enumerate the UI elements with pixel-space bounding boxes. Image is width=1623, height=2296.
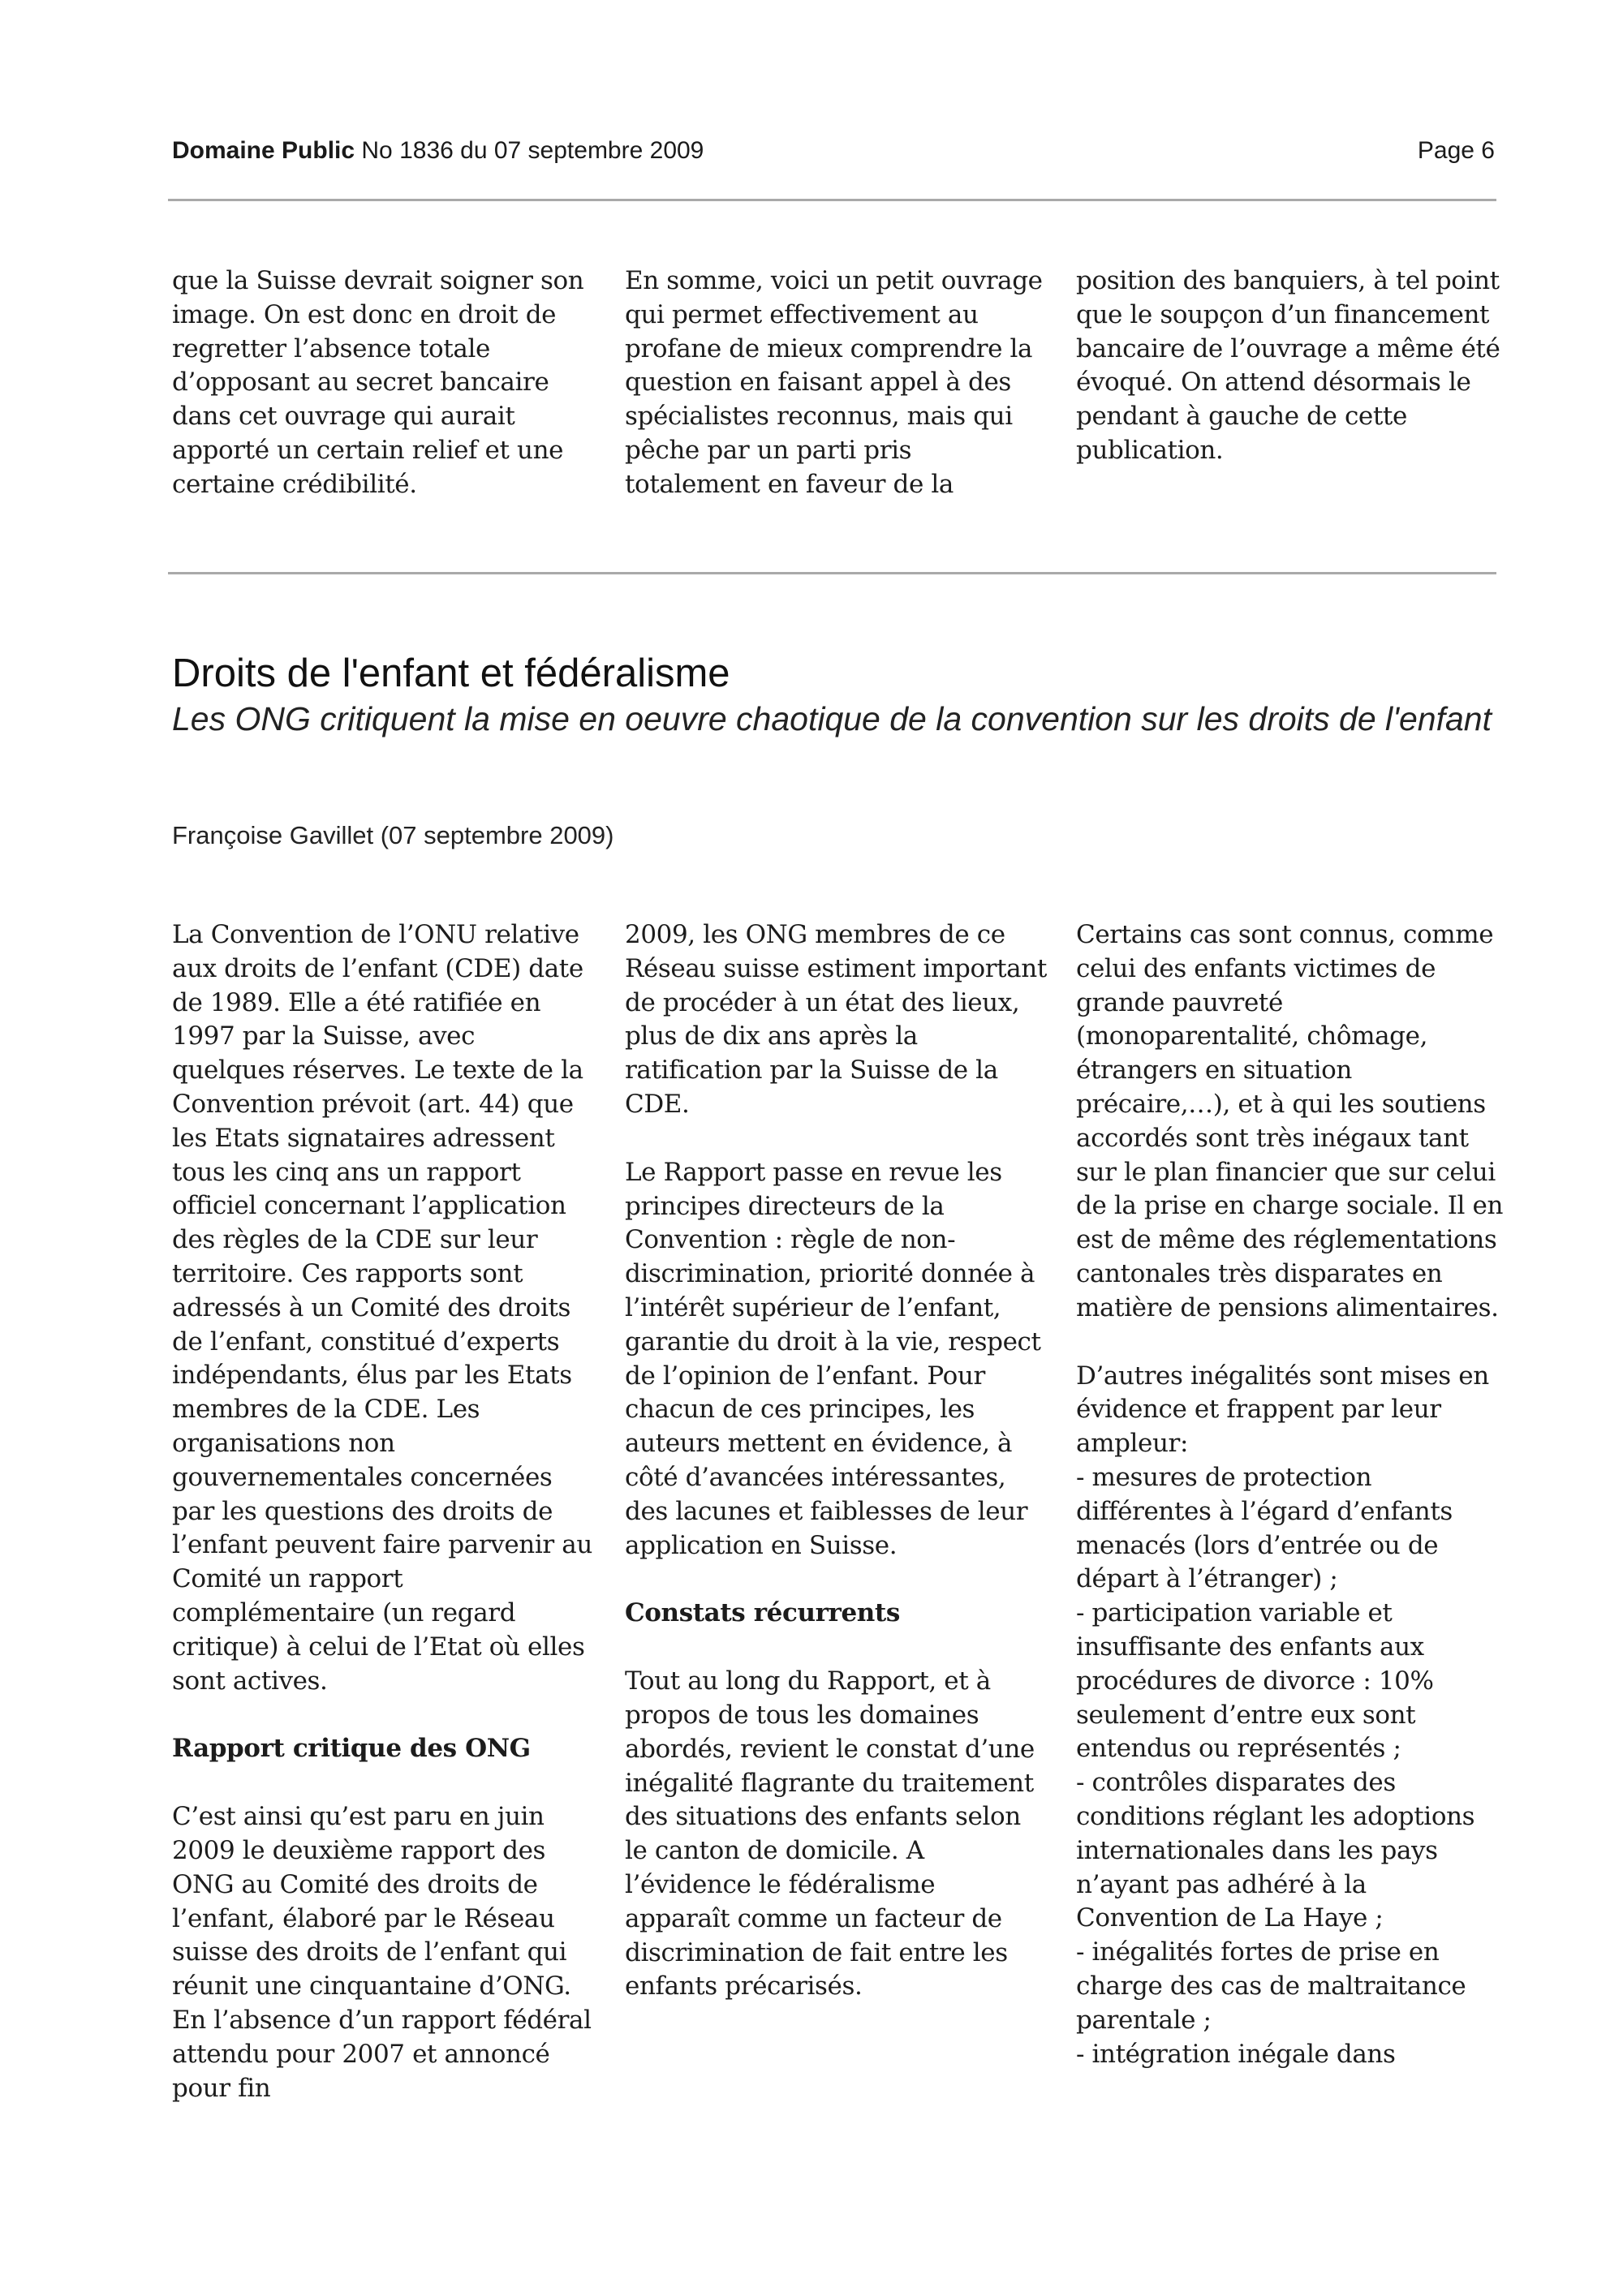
inequality-list	[1076, 1461, 1505, 2071]
publication-name: Domaine Public	[172, 137, 355, 164]
article-title: Droits de l'enfant et fédéralisme	[172, 651, 730, 695]
paragraph: Certains cas sont connus, comme celui des enfants victimes de grande pauvreté (monoparentalité, chômage, étrangers en situation précaire,…), et à qui les soutiens accordés sont très inégaux tant sur le plan financier que sur celui de la prise en charge sociale. Il en est de même des réglementations cantonales très disparates en matière de pensions alimentaires.	[1076, 920, 1504, 1322]
article-column-3	[1076, 918, 1505, 2071]
paragraph: C’est ainsi qu’est paru en juin 2009 le deuxième rapport des ONG au Comité des droits de l’enfant, élaboré par le Réseau suisse des droits de l’enfant qui réunit une cinquantaine d’ONG. En l’absence d’un rapport fédéral attendu pour 2007 et annoncé pour fin	[172, 1802, 592, 2103]
article-column-2	[625, 918, 1047, 2004]
section-heading: Rapport critique des ONG	[172, 1734, 531, 1764]
previous-article-column-3	[1076, 264, 1505, 468]
paragraph: La Convention de l’ONU relative aux droits de l’enfant (CDE) date de 1989. Elle a été ratifiée en 1997 par la Suisse, avec quelques réserves. Le texte de la Convention prévoit (art. 44) que les Etats signataires adressent tous les cinq ans un rapport officiel concernant l’application des règles de la CDE sur leur territoire. Ces rapports sont adressés à un Comité des droits de l’enfant, constitué d’experts indépendants, élus par les Etats membres de la CDE. Les organisations non gouvernementales concernées par les questions des droits de l’enfant peuvent faire parvenir au Comité un rapport complémentaire (un regard critique) à celui de l’Etat où elles sont actives.	[172, 920, 592, 1696]
article-divider	[168, 572, 1496, 574]
page-header	[172, 135, 1495, 167]
page-number: Page 6	[1417, 137, 1495, 164]
list-item: - participation variable et insuffisante des enfants aux procédures de divorce : 10% seulement d’entre eux sont entendus ou représentés ;	[1076, 1598, 1434, 1764]
paragraph: Le Rapport passe en revue les principes directeurs de la Convention : règle de non-discrimination, priorité donnée à l’intérêt supérieur de l’enfant, garantie du droit à la vie, respect de l’opinion de l’enfant. Pour chacun de ces principes, les auteurs mettent en évidence, à côté d’avancées intéressantes, des lacunes et faiblesses de leur application en Suisse.	[625, 1157, 1041, 1560]
previous-article-paragraph: position des banquiers, à tel point que le soupçon d’un financement bancaire de l’ouvrage a même été évoqué. On attend désormais le pendant à gauche de cette publication.	[1076, 266, 1500, 465]
paragraph: 2009, les ONG membres de ce Réseau suisse estiment important de procéder à un état des lieux, plus de dix ans après la ratification par la Suisse de la CDE.	[625, 920, 1047, 1119]
header-divider	[168, 199, 1496, 201]
list-item: - intégration inégale dans	[1076, 2039, 1396, 2069]
article-column-1	[172, 918, 594, 2105]
list-item: - inégalités fortes de prise en charge des cas de maltraitance parentale ;	[1076, 1937, 1466, 2035]
paragraph: Tout au long du Rapport, et à propos de tous les domaines abordés, revient le constat d’une inégalité flagrante du traitement des situations des enfants selon le canton de domicile. A l’évidence le fédéralisme apparaît comme un facteur de discrimination de fait entre les enfants précarisés.	[625, 1666, 1035, 2001]
previous-article-column-2	[625, 264, 1047, 502]
section-heading: Constats récurrents	[625, 1598, 900, 1628]
previous-article-paragraph: que la Suisse devrait soigner son image. On est donc en droit de regretter l’absence totale d’opposant au secret bancaire dans cet ouvrage qui aurait apporté un certain relief et une certaine crédibilité.	[172, 266, 584, 499]
article-byline: Françoise Gavillet (07 septembre 2009)	[172, 821, 614, 849]
list-item: - mesures de protection différentes à l’égard d’enfants menacés (lors d’entrée ou de départ à l’étranger) ;	[1076, 1462, 1453, 1594]
paragraph: D’autres inégalités sont mises en évidence et frappent par leur ampleur:	[1076, 1361, 1489, 1459]
previous-article-column-1	[172, 264, 594, 502]
list-item: - contrôles disparates des conditions réglant les adoptions internationales dans les pays n’ayant pas adhéré à la Convention de La Haye ;	[1076, 1768, 1475, 1933]
issue-info: No 1836 du 07 septembre 2009	[361, 137, 704, 164]
previous-article-paragraph: En somme, voici un petit ouvrage qui permet effectivement au profane de mieux comprendre la question en faisant appel à des spécialistes reconnus, mais qui pêche par un parti pris totalement en faveur de la	[625, 266, 1043, 499]
article-subtitle: Les ONG critiquent la mise en oeuvre chaotique de la convention sur les droits de l'enfant	[172, 700, 1492, 737]
